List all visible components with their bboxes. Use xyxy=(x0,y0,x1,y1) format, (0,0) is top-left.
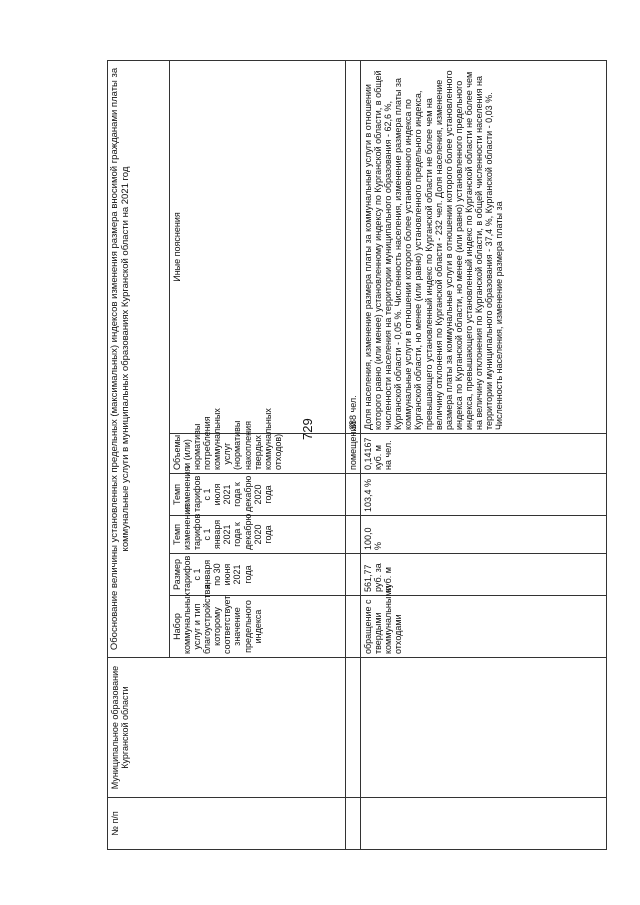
header-notes: Иные пояснения xyxy=(170,61,346,434)
cell-tariff-size: 561,77 руб. за куб. м xyxy=(361,554,607,596)
cell-tariff-rate-jul xyxy=(346,474,361,516)
header-num: № п/п xyxy=(108,798,346,850)
cell-municipality xyxy=(346,658,361,798)
cell-num xyxy=(361,798,607,850)
cell-volumes: 0,14167 куб. м на чел. xyxy=(361,434,607,474)
cell-tariff-rate-jul: 103,4 % xyxy=(361,474,607,516)
header-volumes: Объемы и (или) нормативы потребления коммунальных услуг (нормативы накопления твердых коммунальных отходов) xyxy=(170,434,346,474)
justification-table xyxy=(107,60,607,850)
cell-tariff-rate-jan: 100,0 % xyxy=(361,516,607,554)
header-tariff-size: Размер тарифов с 1 января по 30 июня 2021 года xyxy=(170,554,346,596)
cell-notes: 388 чел. xyxy=(346,61,361,434)
cell-service: обращение с твердыми коммунальными отходами xyxy=(361,596,607,658)
cell-tariff-size xyxy=(346,554,361,596)
header-services-set: Набор коммунальных услуг и тип благоустройства, которому соответствует значение предельного индекса xyxy=(170,596,346,658)
cell-service xyxy=(346,596,361,658)
header-row-1 xyxy=(108,61,170,850)
header-tariff-rate-jan: Темп изменения тарифов с 1 января 2021 года к декабрю 2020 года xyxy=(170,516,346,554)
table-row xyxy=(361,61,607,850)
cell-notes: Доля населения, изменение размера платы за коммунальные услуги в отношении которого равно (или менее) установленному индексу по Курганской области, в общей численности населения на территории муниципального образования - 62,6 %, Курганской области - 0,05 %. Численность населения, изменение размера платы за коммунальные услуги в отношении которого более установленного индекса по Курганской области, но менее (или равно) установленного предельного индекса, превышающего установленный индекс по Курганской области не более чем на величину отклонения по Курганской области - 232 чел. Доля населения, изменение размера платы за коммунальные услуги в отношении которого более установленного индекса по Курганской области, но менее (или равно) установленного предельного индекса, превышающего установленный индекс по Курганской области не более чем на величину отклонения по Курганской области, в общей численности населения на территории муниципального образования - 37,4 %, Курганской области - 0,03 %. Численность населения, изменение размера платы за xyxy=(361,61,607,434)
header-tariff-rate-jul: Темп изменения тарифов с 1 июля 2021 года к декабрю 2020 года xyxy=(170,474,346,516)
rotated-table-container xyxy=(107,60,607,850)
cell-municipality xyxy=(361,658,607,798)
header-municipality: Муниципальное образование Курганской области xyxy=(108,658,346,798)
cell-tariff-rate-jan xyxy=(346,516,361,554)
cell-volumes: помещений xyxy=(346,434,361,474)
cell-num xyxy=(346,798,361,850)
table-row xyxy=(346,61,361,850)
page-number: 729 xyxy=(300,418,315,440)
header-justification: Обоснование величины установленных предельных (максимальных) индексов изменения размера вносимой гражданами платы за коммунальные услуги в муниципальных образованиях Курганской области на 2021 год xyxy=(108,61,170,658)
